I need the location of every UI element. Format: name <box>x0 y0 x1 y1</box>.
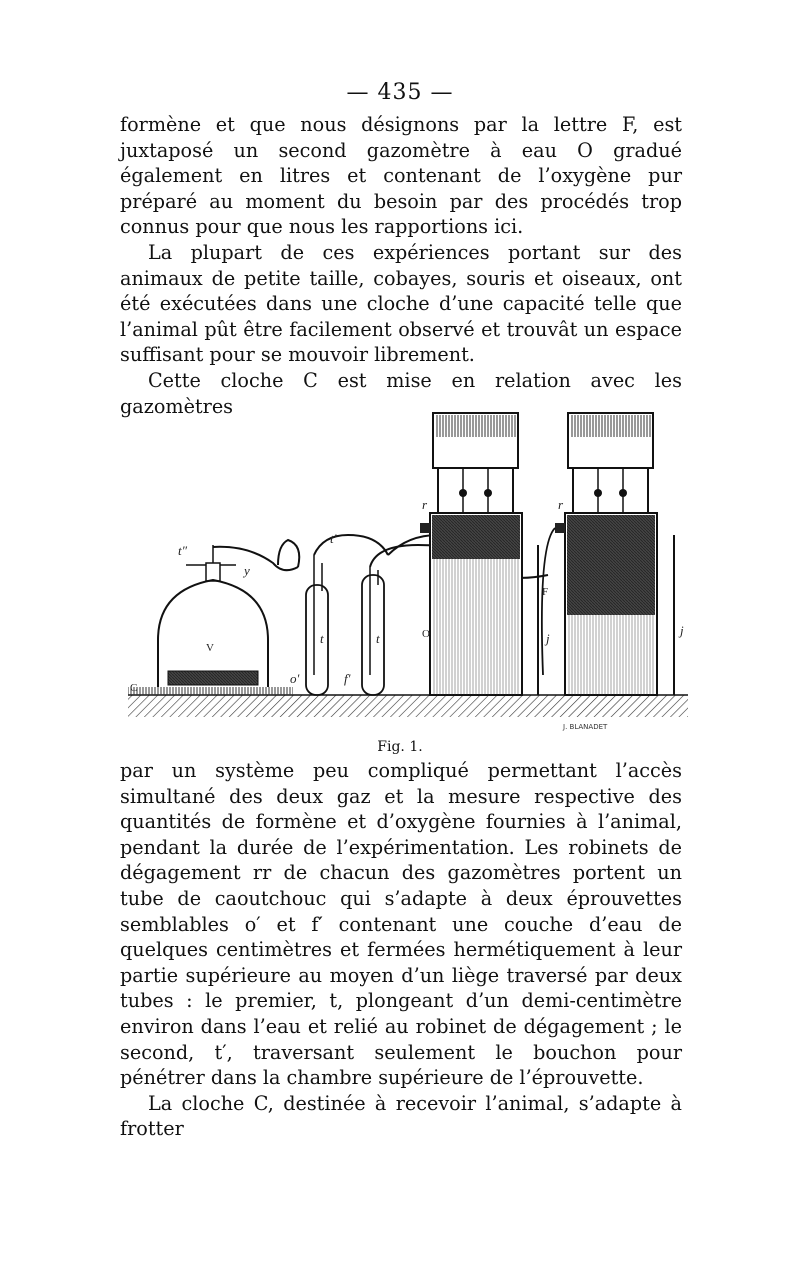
page-number: — 435 — <box>346 80 454 105</box>
label-o-prime: o′ <box>290 671 300 686</box>
figure-apparatus <box>118 395 690 735</box>
label-r-left: r <box>422 497 428 512</box>
base-plate <box>128 687 293 695</box>
label-o: O <box>422 628 430 640</box>
paragraph: Cette cloche C est mise en relation avec les gazomètres <box>120 368 682 418</box>
label-y: y <box>244 563 250 578</box>
label-j-right: j <box>680 623 684 638</box>
tube-t-double-prime <box>278 540 299 567</box>
label-f-prime: f′ <box>344 671 351 686</box>
label-c: C <box>130 682 138 694</box>
ground-hatching <box>128 695 688 717</box>
label-f: F <box>542 586 549 598</box>
label-t-double-prime: t″ <box>178 543 188 558</box>
tube-to-bell <box>213 547 298 570</box>
bell-jar-v <box>158 545 268 687</box>
label-t-second: t <box>376 631 380 646</box>
text-block-bottom <box>120 758 682 1142</box>
paragraph: La plupart de ces expériences portant sur des animaux de petite taille, cobayes, souris et oiseaux, ont été exécutées dans une cloche d’une capacité telle que l’animal pût être facilement observé et trouvât un espace suffisant pour se mouvoir librement. <box>120 240 682 367</box>
label-r-right: r <box>558 497 564 512</box>
paragraph: par un système peu compliqué permettant l’accès simultané des deux gaz et la mesure respective des quantités de formène et d’oxygène fournies à l’animal, pendant la durée de l’expérimentation. Les robinets de dégagement rr de chacun des gazomètres portent un tube de caoutchouc qui s’adapte à deux éprouvettes semblables o′ et f′ contenant une couche d’eau de quelques centimètres et fermées hermétiquement à leur partie supérieure au moyen d’un liège traversé par deux tubes : le premier, t, plongeant d’un demi-centimètre environ dans l’eau et relié au robinet de dégagement ; le second, t′, traversant seulement le bouchon pour pénétrer dans la chambre supérieure de l’éprouvette. <box>120 759 682 1090</box>
label-t-prime: t′ <box>330 531 337 546</box>
engraver-signature: J. BLANADET <box>563 723 608 731</box>
apparatus-illustration <box>118 395 690 735</box>
paragraph: formène et que nous désignons par la lettre F, est juxtaposé un second gazomètre à eau O gradué également en litres et contenant de l’oxygène pur préparé au moment du besoin par des procédés trop connus pour que nous les rapportions ici. <box>120 113 682 239</box>
label-t: t <box>320 631 324 646</box>
figure-caption: Fig. 1. <box>377 739 423 755</box>
gazometer-f <box>542 413 657 695</box>
text-block-top <box>120 112 682 419</box>
paragraph: La cloche C, destinée à recevoir l’animal, s’adapte à frotter <box>120 1091 682 1141</box>
gazometer-o <box>420 413 522 695</box>
label-v: V <box>206 642 214 654</box>
label-j-left: j <box>546 631 550 646</box>
